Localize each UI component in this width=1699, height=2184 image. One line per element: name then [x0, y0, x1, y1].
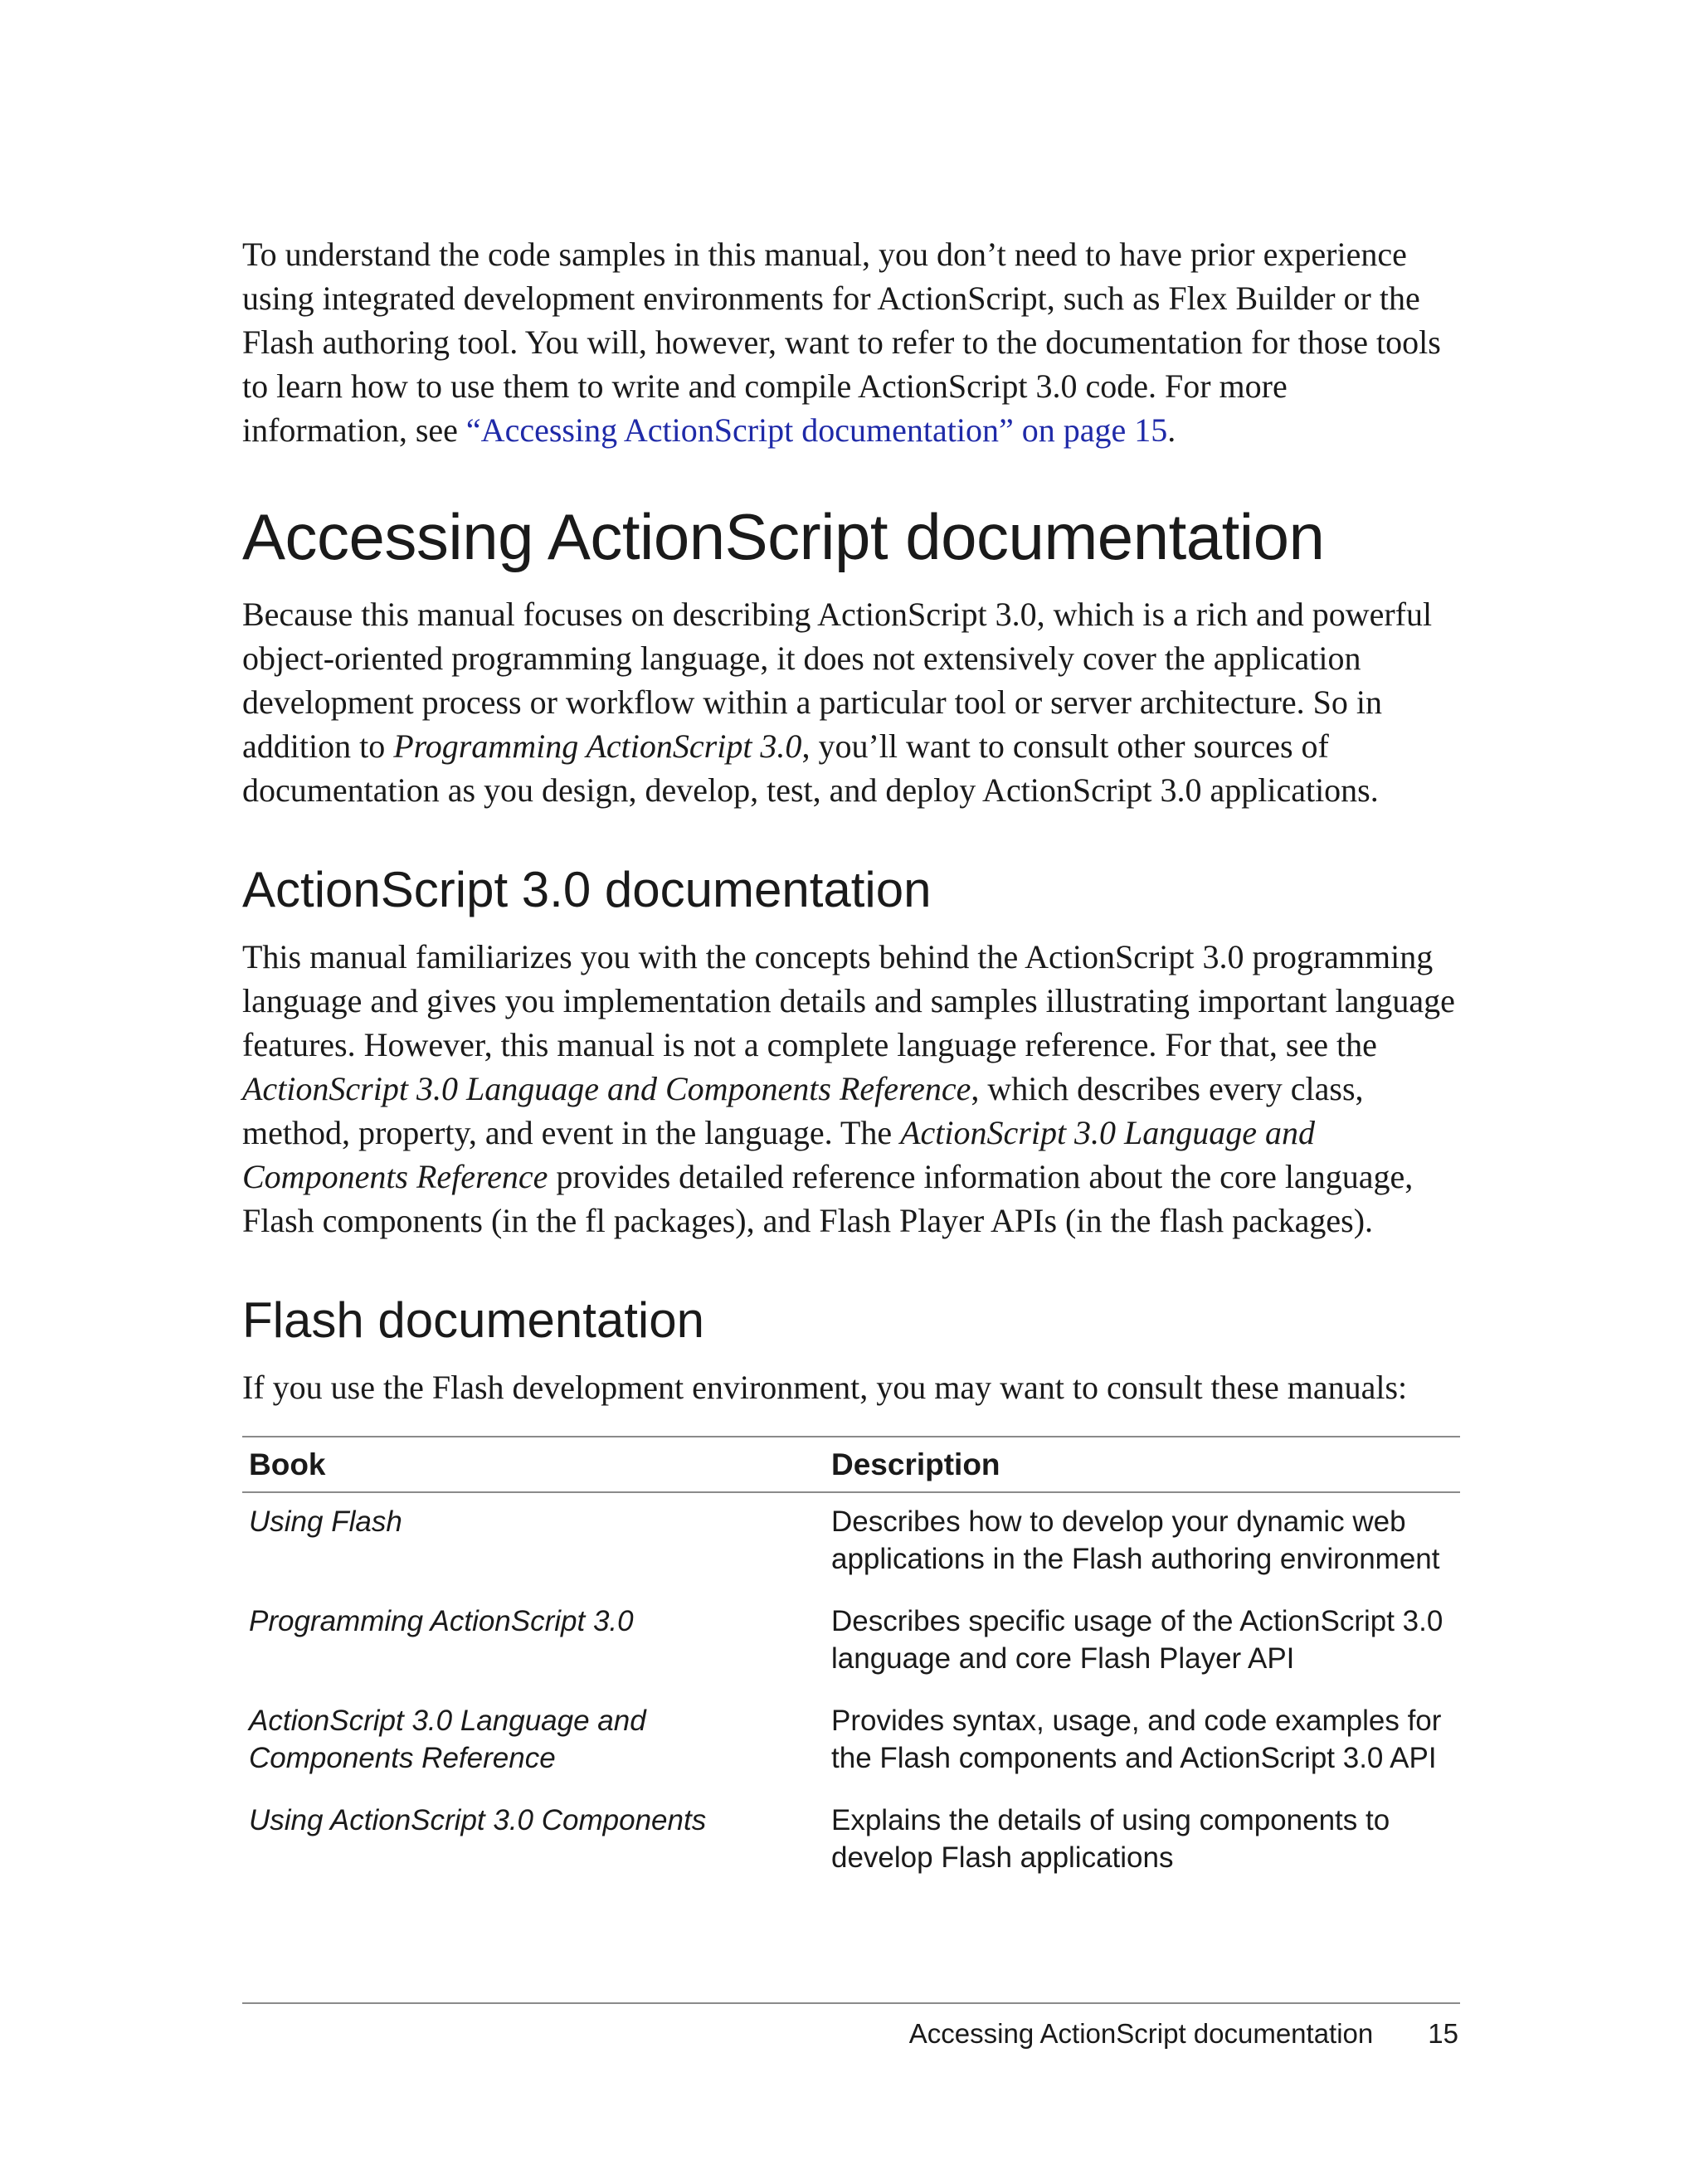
description-cell: Describes specific usage of the ActionScript 3.0 language and core Flash Player API	[831, 1605, 1443, 1675]
table-row	[242, 1792, 1460, 1891]
footer-title: Accessing ActionScript documentation	[908, 2018, 1374, 2049]
intro-text: To understand the code samples in this manual, you don’t need to have prior experience using integrated development environments for ActionScript, such as Flex Builder or the Flash authoring tool. You will, however, want to refer to the documentation for those tools to learn how to use them to write and compile ActionScript 3.0 code. For more information, see	[242, 236, 1441, 449]
section1-text: Because this manual focuses on describing ActionScript 3.0, which is a rich and powerful object-oriented programming language, it does not extensively cover the application development process or workflow within a particular tool or server architecture. So in addition to	[242, 596, 1433, 765]
intro-paragraph	[242, 232, 1460, 452]
book-title-cell: Programming ActionScript 3.0	[249, 1605, 634, 1637]
section2-italic-title-2: ActionScript 3.0 Language and Components Reference	[242, 1114, 1316, 1195]
column-header-book: Book	[242, 1437, 825, 1492]
intro-end: .	[1167, 411, 1176, 449]
book-title-cell: Using Flash	[249, 1505, 402, 1538]
section1-italic-title: Programming ActionScript 3.0	[393, 727, 802, 765]
column-header-description: Description	[825, 1437, 1460, 1492]
section2-text-end: provides detailed reference information about the core language, Flash components (in the fl packages), and Flash Player APIs (in the flash packages).	[242, 1158, 1414, 1239]
description-cell: Provides syntax, usage, and code examples for the Flash components and ActionScript 3.0 API	[831, 1705, 1442, 1774]
page-number: 15	[1428, 2018, 1458, 2049]
section2-text: This manual familiarizes you with the concepts behind the ActionScript 3.0 programming language and gives you implementation details and samples illustrating important language features. However, this manual is not a complete language reference. For that, see the	[242, 938, 1455, 1063]
section2-italic-title-1: ActionScript 3.0 Language and Components Reference	[242, 1070, 971, 1107]
cross-reference-link[interactable]: “Accessing ActionScript documentation” on page 15	[465, 411, 1168, 449]
section3-paragraph: If you use the Flash development environment, you may want to consult these manuals:	[242, 1369, 1408, 1406]
section1-text-end: , you’ll want to consult other sources of documentation as you design, develop, test, and deploy ActionScript 3.0 applications.	[242, 727, 1379, 809]
section-heading-accessing-documentation: Accessing ActionScript documentation	[242, 500, 1325, 573]
page-footer	[909, 2017, 1458, 2050]
manuals-table	[242, 1436, 1460, 1891]
section2-text-mid: , which describes every class, method, property, and event in the language. The	[242, 1070, 1364, 1151]
table-row	[242, 1692, 1460, 1792]
page-content	[242, 232, 1460, 1891]
section1-paragraph	[242, 592, 1460, 812]
table-row	[242, 1492, 1460, 1593]
section2-paragraph	[242, 935, 1460, 1243]
subsection-heading-flash-documentation: Flash documentation	[242, 1292, 704, 1348]
description-cell: Describes how to develop your dynamic web applications in the Flash authoring environment	[831, 1505, 1440, 1575]
table-row	[242, 1593, 1460, 1692]
subsection-heading-as3-documentation: ActionScript 3.0 documentation	[242, 862, 932, 917]
description-cell: Explains the details of using components to develop Flash applications	[831, 1804, 1390, 1874]
table-header-row	[242, 1437, 1460, 1492]
book-title-cell: Using ActionScript 3.0 Components	[249, 1804, 707, 1836]
book-title-cell: ActionScript 3.0 Language and Components Reference	[249, 1705, 646, 1774]
footer-divider	[242, 2002, 1460, 2004]
